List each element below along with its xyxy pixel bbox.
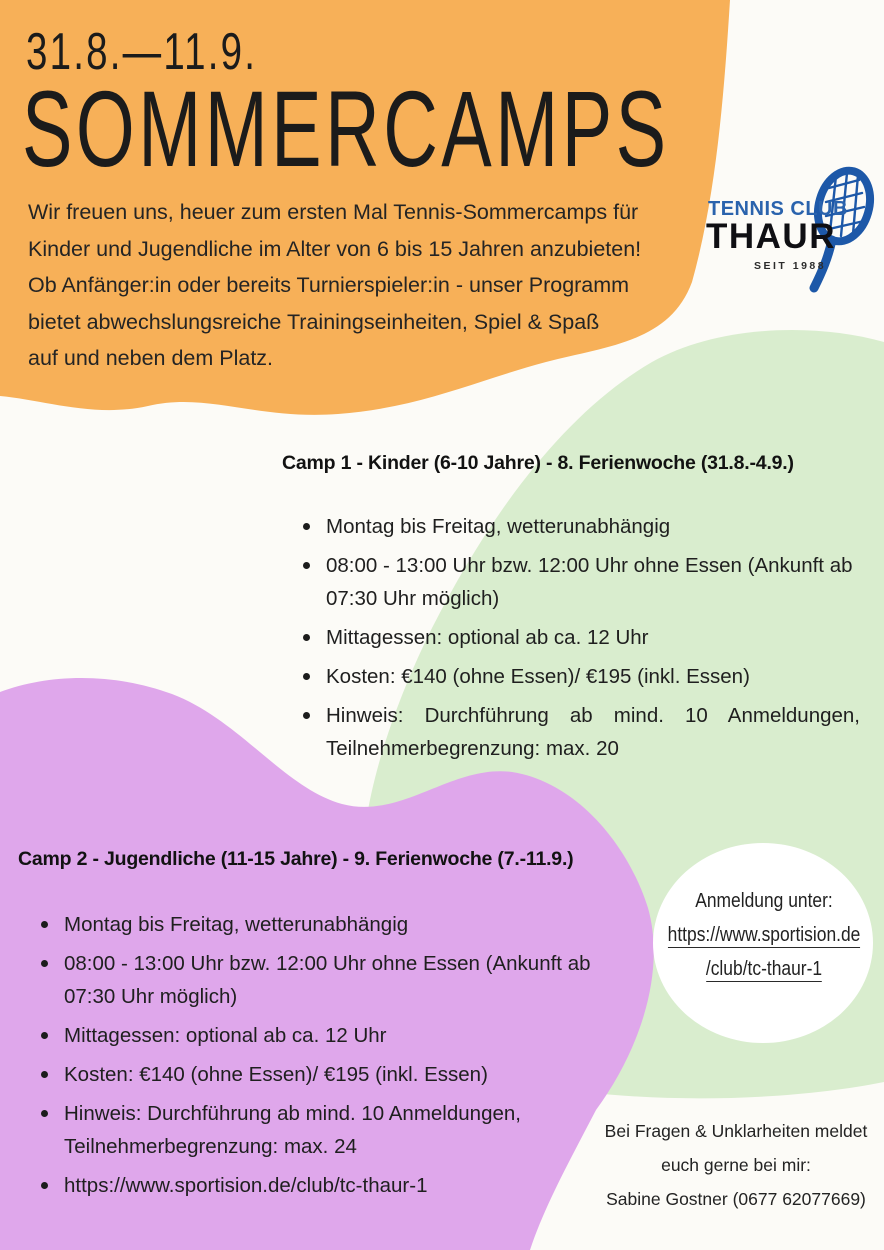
date-range: 31.8.—11.9. xyxy=(26,23,258,81)
bullet-text: 08:00 - 13:00 Uhr bzw. 12:00 Uhr ohne Essen (Ankunft ab 07:30 Uhr möglich) xyxy=(326,554,853,610)
signup-label: Anmeldung unter: xyxy=(695,889,833,912)
camp2-heading: Camp 2 - Jugendliche (11-15 Jahre) - 9. Ferienwoche (7.-11.9.) xyxy=(18,848,574,870)
bullet-dot xyxy=(41,1110,48,1117)
bullet-item xyxy=(300,621,860,654)
contact-block xyxy=(590,1114,882,1216)
bullet-item xyxy=(300,660,860,693)
intro-line: auf und neben dem Platz. xyxy=(28,346,274,370)
bullet-text: Kosten: €140 (ohne Essen)/ €195 (inkl. Essen) xyxy=(326,665,750,688)
bullet-text: Montag bis Freitag, wetterunabhängig xyxy=(326,515,671,538)
bullet-text: Hinweis: Durchführung ab mind. 10 Anmeldungen, Teilnehmerbegrenzung: max. 24 xyxy=(64,1102,521,1158)
intro-line: Wir freuen uns, heuer zum ersten Mal Tennis-Sommercamps für xyxy=(28,200,639,224)
club-logo xyxy=(700,166,882,321)
bullet-text: Mittagessen: optional ab ca. 12 Uhr xyxy=(326,626,649,649)
camp2-bullet-list xyxy=(38,908,598,1208)
bullet-item xyxy=(38,1169,598,1202)
bullet-dot xyxy=(41,960,48,967)
bullet-text: Kosten: €140 (ohne Essen)/ €195 (inkl. Essen) xyxy=(64,1063,488,1086)
contact-line: euch gerne bei mir: xyxy=(661,1155,811,1175)
bullet-dot xyxy=(41,1032,48,1039)
logo-thaur-text: THAUR xyxy=(706,217,836,256)
bullet-text: Mittagessen: optional ab ca. 12 Uhr xyxy=(64,1024,387,1047)
signup-url-line1[interactable]: https://www.sportision.de xyxy=(667,923,861,946)
camp1-bullet-list xyxy=(300,510,860,771)
bullet-item xyxy=(300,549,860,615)
signup-url-line2[interactable]: /club/tc-thaur-1 xyxy=(705,957,823,980)
logo-tennisclub-text: TENNIS CLUB xyxy=(708,198,848,220)
bullet-item xyxy=(38,1019,598,1052)
bullet-item xyxy=(38,1097,598,1163)
bullet-dot xyxy=(303,523,310,530)
poster-title: SOMMERCAMPS xyxy=(22,68,670,189)
bullet-item xyxy=(300,699,860,765)
contact-line: Sabine Gostner (0677 62077669) xyxy=(606,1189,866,1209)
contact-line: Bei Fragen & Unklarheiten meldet xyxy=(604,1121,868,1141)
bullet-dot xyxy=(41,1182,48,1189)
bullet-dot xyxy=(303,673,310,680)
bullet-text: Montag bis Freitag, wetterunabhängig xyxy=(64,913,409,936)
bullet-text: 08:00 - 13:00 Uhr bzw. 12:00 Uhr ohne Essen (Ankunft ab 07:30 Uhr möglich) xyxy=(64,952,591,1008)
bullet-dot xyxy=(303,634,310,641)
intro-paragraph xyxy=(28,194,641,377)
bullet-dot xyxy=(41,921,48,928)
bullet-dot xyxy=(41,1071,48,1078)
bullet-dot xyxy=(303,562,310,569)
bullet-item xyxy=(300,510,860,543)
logo-seit1988-text: SEIT 1988 xyxy=(754,260,827,272)
bullet-dot xyxy=(303,712,310,719)
bullet-text: Hinweis: Durchführung ab mind. 10 Anmeldungen, Teilnehmerbegrenzung: max. 20 xyxy=(326,704,860,760)
bullet-item xyxy=(38,1058,598,1091)
intro-line: Kinder und Jugendliche im Alter von 6 bis 15 Jahren anzubieten! xyxy=(28,236,642,261)
bullet-item xyxy=(38,947,598,1013)
intro-line: bietet abwechslungsreiche Trainingseinheiten, Spiel & Spaß xyxy=(28,309,600,334)
bullet-item xyxy=(38,908,598,941)
signup-url-link[interactable]: https://www.sportision.de/club/tc-thaur-1 xyxy=(64,1174,428,1197)
signup-circle xyxy=(665,884,862,986)
camp1-heading: Camp 1 - Kinder (6-10 Jahre) - 8. Ferienwoche (31.8.-4.9.) xyxy=(282,452,794,474)
intro-line: Ob Anfänger:in oder bereits Turnierspieler:in - unser Programm xyxy=(28,273,630,297)
